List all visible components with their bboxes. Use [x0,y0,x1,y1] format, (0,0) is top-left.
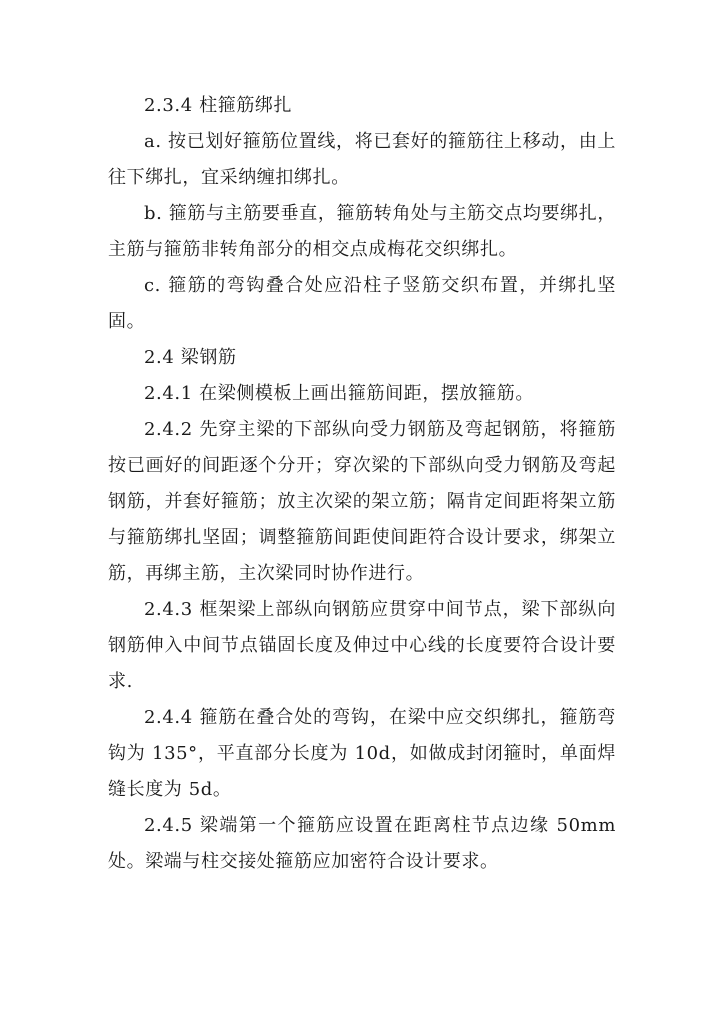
paragraph-c: c. 箍筋的弯钩叠合处应沿柱子竖筋交织布置，并绑扎坚固。 [108,275,616,332]
paragraph-a: a. 按已划好箍筋位置线，将已套好的箍筋往上移动，由上往下绑扎，宜采纳缠扣绑扎。 [108,131,616,188]
paragraph-2-4-5: 2.4.5 梁端第一个箍筋应设置在距离柱节点边缘 50mm 处。梁端与柱交接处箍筋应加密符合设计要求。 [108,815,616,872]
paragraph-2-4-1: 2.4.1 在梁侧模板上画出箍筋间距，摆放箍筋。 [144,383,534,404]
paragraph-2-4-4: 2.4.4 箍筋在叠合处的弯钩，在梁中应交织绑扎，箍筋弯钩为 135°，平直部分长度为 10d，如做成封闭箍时，单面焊缝长度为 5d。 [108,707,616,800]
document-body [108,88,616,880]
section-heading-beam-rebar: 2.4 梁钢筋 [144,347,237,368]
section-heading-column-stirrup: 2.3.4 柱箍筋绑扎 [144,95,293,116]
paragraph-b: b. 箍筋与主筋要垂直，箍筋转角处与主筋交点均要绑扎，主筋与箍筋非转角部分的相交点成梅花交织绑扎。 [108,203,616,260]
paragraph-2-4-2: 2.4.2 先穿主梁的下部纵向受力钢筋及弯起钢筋，将箍筋按已画好的间距逐个分开；穿次梁的下部纵向受力钢筋及弯起钢筋，并套好箍筋；放主次梁的架立筋；隔肯定间距将架立筋与箍筋绑扎坚固；调整箍筋间距使间距符合设计要求，绑架立筋，再绑主筋，主次梁同时协作进行。 [108,419,616,584]
paragraph-2-4-3: 2.4.3 框架梁上部纵向钢筋应贯穿中间节点，梁下部纵向钢筋伸入中间节点锚固长度及伸过中心线的长度要符合设计要求. [108,599,616,692]
